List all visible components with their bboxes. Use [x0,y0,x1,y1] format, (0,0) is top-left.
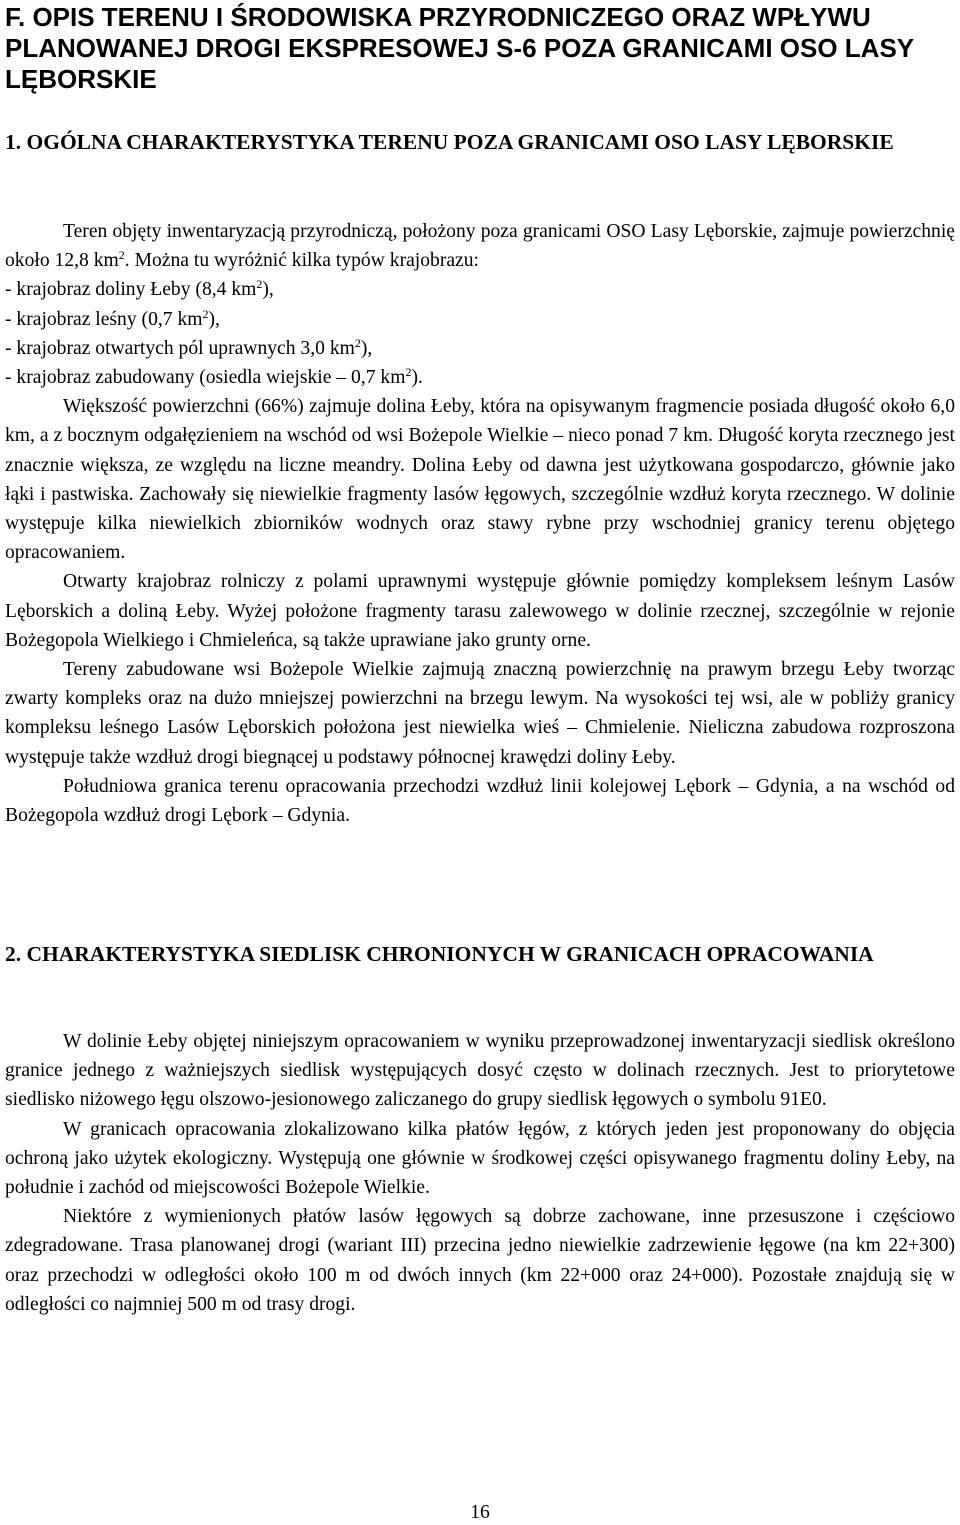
section-1-body [5,217,955,830]
superscript: 2 [405,365,412,380]
list-item-text: - krajobraz leśny (0,7 km [5,308,203,330]
landscape-type-list [5,275,955,392]
section-2-heading: 2. CHARAKTERYSTYKA SIEDLISK CHRONIONYCH W GRANICACH OPRACOWANIA [5,942,874,966]
list-item-text: - krajobraz zabudowany (osiedla wiejskie – 0,7 km [5,367,406,389]
list-item [5,334,955,363]
list-item-text-cont: ), [360,337,373,359]
paragraph: W dolinie Łeby objętej niniejszym opracowaniem w wyniku przeprowadzonej inwentaryzacji siedlisk określono granice jednego z ważniejszych siedlisk występujących dosyć często w dolinach rzecznych. Jest to priorytetowe siedlisko niżowego łęgu olszowo-jesionowego zaliczanego do grupy siedlisk łęgowych o symbolu 91E0. [5,1031,955,1111]
list-item-text-cont: ), [262,279,274,301]
list-item-text-cont: ), [208,308,220,330]
paragraph: Większość powierzchni (66%) zajmuje dolina Łeby, która na opisywanym fragmencie posiada długość około 6,0 km, a z bocznym odgałęzieniem na wschód od wsi Bożepole Wielkie – nieco ponad 7 km. Długość koryta rzecznego jest znacznie większa, ze względu na liczne meandry. Dolina Łeby od dawna jest użytkowana gospodarczo, głównie jako łąki i pastwiska. Zachowały się niewielkie fragmenty lasów łęgowych, szczególnie wzdłuż koryta rzecznego. W dolinie występuje kilka niewielkich zbiorników wodnych oraz stawy rybne przy wschodniej granicy terenu objętego opracowaniem. [5,396,955,564]
list-item [5,305,955,334]
list-item-text: - krajobraz otwartych pól uprawnych 3,0 km [5,337,355,359]
document-title: F. OPIS TERENU I ŚRODOWISKA PRZYRODNICZEGO ORAZ WPŁYWU PLANOWANEJ DROGI EKSPRESOWEJ S-6 POZA GRANICAMI OSO LASY LĘBORSKIE [5,2,914,94]
paragraph: Otwarty krajobraz rolniczy z polami uprawnymi występuje głównie pomiędzy kompleksem leśnym Lasów Lęborskich a doliną Łeby. Wyżej położone fragmenty tarasu zalewowego w dolinie rzecznej, szczególnie w rejonie Bożegopola Wielkiego i Chmieleńca, są także uprawiane jako grunty orne. [5,571,955,651]
list-item-text-cont: ). [411,367,423,389]
intro-text: Teren objęty inwentaryzacją przyrodniczą, położony poza granicami OSO Lasy Lęborskie, zajmuje powierzchnię około 12,8 km [5,221,955,272]
superscript: 2 [354,335,361,350]
section-2-body [5,1027,955,1319]
list-item-text: - krajobraz doliny Łeby (8,4 km [5,279,257,301]
paragraph: W granicach opracowania zlokalizowano kilka płatów łęgów, z których jeden jest proponowany do objęcia ochroną jako użytek ekologiczny. Występują one głównie w środkowej części opisywanego fragmentu doliny Łeby, na południe i zachód od miejscowości Bożepole Wielkie. [5,1118,955,1199]
list-item [5,363,955,392]
intro-text-cont: . Można tu wyróżnić kilka typów krajobrazu: [124,250,479,272]
list-item [5,275,955,304]
page-number: 16 [470,1502,490,1523]
superscript: 2 [118,248,125,263]
section-1-heading: 1. OGÓLNA CHARAKTERYSTYKA TERENU POZA GRANICAMI OSO LASY LĘBORSKIE [5,130,894,154]
paragraph: Południowa granica terenu opracowania przechodzi wzdłuż linii kolejowej Lębork – Gdynia, a na wschód od Bożegopola wzdłuż drogi Lębork – Gdynia. [5,775,955,827]
paragraph: Tereny zabudowane wsi Bożepole Wielkie zajmują znaczną powierzchnię na prawym brzegu Łeby tworząc zwarty kompleks oraz na dużo mniejszej powierzchni na brzegu lewym. Na wysokości tej wsi, ale w pobliży granicy kompleksu leśnego Lasów Lęborskich położona jest niewielka wieś – Chmielenie. Nieliczna zabudowa rozproszona występuje także wzdłuż drogi biegnącej u podstawy północnej krawędzi doliny Łeby. [5,659,955,768]
superscript: 2 [256,277,263,292]
superscript: 2 [202,306,209,321]
paragraph: Niektóre z wymienionych płatów lasów łęgowych są dobrze zachowane, inne przesuszone i częściowo zdegradowane. Trasa planowanej drogi (wariant III) przecina jedno niewielkie zadrzewienie łęgowe (na km 22+300) oraz przechodzi w odległości około 100 m od dwóch innych (km 22+000 oraz 24+000). Pozostałe znajdują się w odległości co najmniej 500 m od trasy drogi. [5,1206,955,1315]
section-1-intro [5,217,955,275]
